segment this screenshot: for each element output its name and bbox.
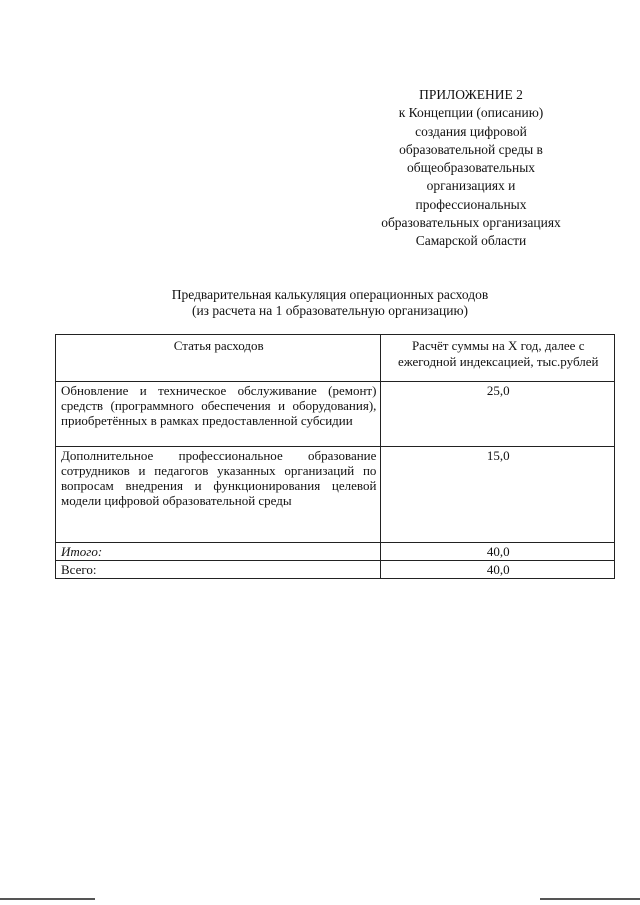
heading-subtitle: (из расчета на 1 образовательную организацию) — [191, 303, 469, 318]
table-row — [56, 382, 615, 447]
appendix-line: к Концепции (описанию) — [398, 105, 544, 121]
appendix-line: профессиональных — [415, 196, 527, 212]
appendix-line: Самарской области — [415, 233, 527, 249]
heading-title: Предварительная калькуляция операционных расходов — [171, 287, 489, 302]
subtotal-label: Итого: — [56, 543, 381, 561]
scan-artifact — [0, 898, 95, 900]
appendix-line: создания цифровой — [415, 123, 527, 139]
expenses-table — [55, 334, 615, 579]
appendix-line: общеобразовательных — [406, 160, 536, 176]
appendix-line: организациях и — [426, 178, 516, 194]
expense-item-cell: Обновление и техническое обслуживание (ремонт) средств (программного обеспечения и оборудования), приобретённых в рамках предоставленной субсидии — [56, 382, 381, 447]
subtotal-row — [56, 543, 615, 561]
expense-amount-cell: 25,0 — [381, 382, 615, 447]
appendix-line: образовательной среды в — [399, 141, 543, 157]
total-amount: 40,0 — [381, 561, 615, 579]
table-row — [56, 447, 615, 543]
scan-artifact — [540, 898, 640, 900]
subtotal-amount: 40,0 — [381, 543, 615, 561]
appendix-line: образовательных организациях — [381, 215, 561, 231]
document-heading — [100, 287, 560, 319]
total-row — [56, 561, 615, 579]
total-label: Всего: — [56, 561, 381, 579]
expense-amount-cell: 15,0 — [381, 447, 615, 543]
appendix-title: ПРИЛОЖЕНИЕ 2 — [419, 87, 523, 102]
column-header-item: Статья расходов — [56, 335, 381, 382]
column-header-amount: Расчёт суммы на Х год, далее с ежегодной индексацией, тыс.рублей — [381, 335, 615, 382]
appendix-header — [362, 86, 580, 251]
expense-item-cell: Дополнительное профессиональное образование сотрудников и педагогов указанных организаций по вопросам внедрения и функционирования целевой модели цифровой образовательной среды — [56, 447, 381, 543]
table-header-row — [56, 335, 615, 382]
